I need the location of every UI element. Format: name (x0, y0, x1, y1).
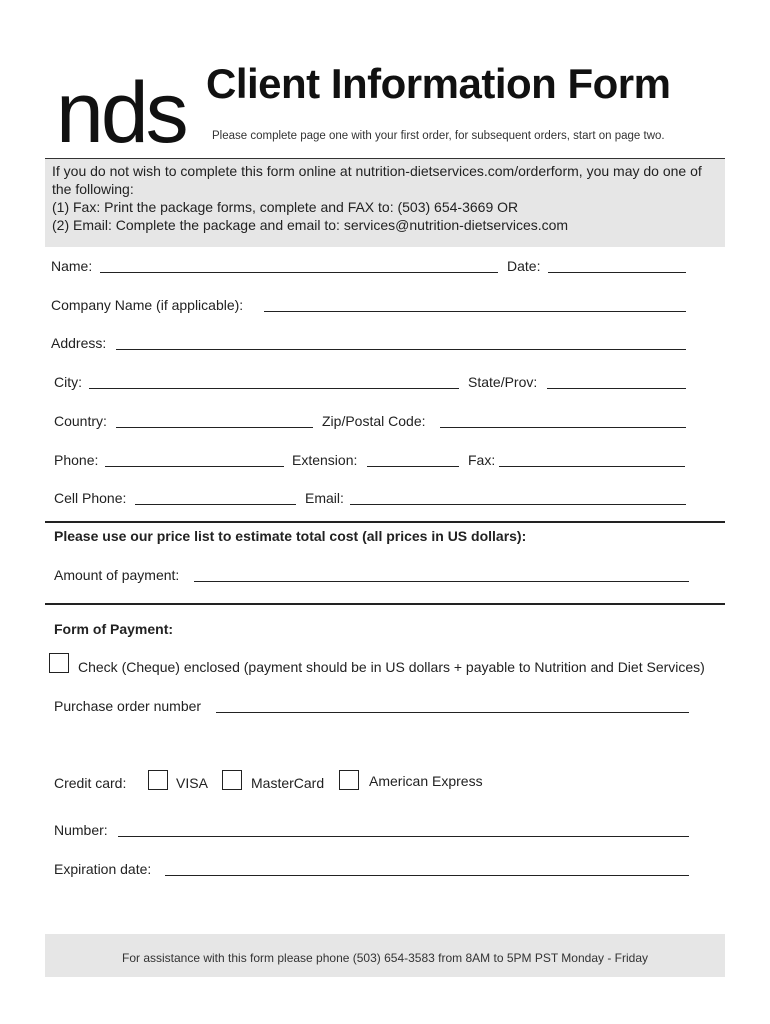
instructions-box (45, 158, 725, 247)
zip-label: Zip/Postal Code: (322, 413, 426, 429)
date-field[interactable] (548, 272, 686, 273)
check-checkbox[interactable] (49, 653, 69, 673)
visa-checkbox[interactable] (148, 770, 168, 790)
amount-field[interactable] (194, 581, 689, 582)
footer-text: For assistance with this form please phone (503) 654-3583 from 8AM to 5PM PST Monday - Friday (121, 951, 648, 965)
address-field[interactable] (116, 349, 686, 350)
extension-label: Extension: (292, 452, 358, 468)
address-label: Address: (51, 335, 107, 351)
extension-field[interactable] (367, 466, 459, 467)
page-title: Client Information Form (206, 60, 671, 107)
state-field[interactable] (547, 388, 686, 389)
phone-label: Phone: (54, 452, 99, 468)
fax-label: Fax: (468, 452, 496, 468)
city-field[interactable] (89, 388, 459, 389)
section-divider (45, 521, 725, 523)
mastercard-label: MasterCard (251, 775, 325, 791)
instructions-line-4: (2) Email: Complete the package and email to: services@nutrition-dietservices.com (52, 217, 569, 233)
zip-field[interactable] (440, 427, 686, 428)
cell-field[interactable] (135, 504, 296, 505)
amex-checkbox[interactable] (339, 770, 359, 790)
number-label: Number: (54, 822, 108, 838)
state-label: State/Prov: (468, 374, 538, 390)
po-label: Purchase order number (54, 698, 202, 714)
instructions-line-3: (1) Fax: Print the package forms, complete and FAX to: (503) 654-3669 OR (52, 199, 519, 215)
instructions-line-2: the following: (52, 181, 134, 197)
footer-box (45, 934, 725, 977)
country-field[interactable] (116, 427, 313, 428)
expiration-field[interactable] (165, 875, 689, 876)
email-field[interactable] (350, 504, 686, 505)
date-label: Date: (507, 258, 541, 274)
credit-card-label: Credit card: (54, 775, 127, 791)
amex-label: American Express (369, 773, 483, 789)
name-field[interactable] (100, 272, 498, 273)
cell-label: Cell Phone: (54, 490, 127, 506)
po-field[interactable] (216, 712, 689, 713)
visa-label: VISA (176, 775, 208, 791)
name-label: Name: (51, 258, 93, 274)
company-label: Company Name (if applicable): (51, 297, 244, 313)
email-label: Email: (305, 490, 344, 506)
city-label: City: (54, 374, 82, 390)
company-field[interactable] (264, 311, 686, 312)
phone-field[interactable] (105, 466, 284, 467)
instructions-line-1: If you do not wish to complete this form online at nutrition-dietservices.com/orderform, you may do one of (52, 163, 702, 179)
pricing-heading: Please use our price list to estimate total cost (all prices in US dollars): (54, 528, 527, 544)
country-label: Country: (54, 413, 107, 429)
card-number-field[interactable] (118, 836, 689, 837)
mastercard-checkbox[interactable] (222, 770, 242, 790)
section-divider (45, 603, 725, 605)
svg-text:nds: nds (56, 65, 186, 150)
expiration-label: Expiration date: (54, 861, 152, 877)
nds-logo (56, 60, 196, 150)
fax-field[interactable] (499, 466, 685, 467)
page-subtitle: Please complete page one with your first order, for subsequent orders, start on page two. (212, 130, 665, 142)
amount-label: Amount of payment: (54, 567, 180, 583)
payment-heading: Form of Payment: (54, 621, 174, 637)
check-label: Check (Cheque) enclosed (payment should be in US dollars + payable to Nutrition and Diet Services) (78, 659, 705, 675)
